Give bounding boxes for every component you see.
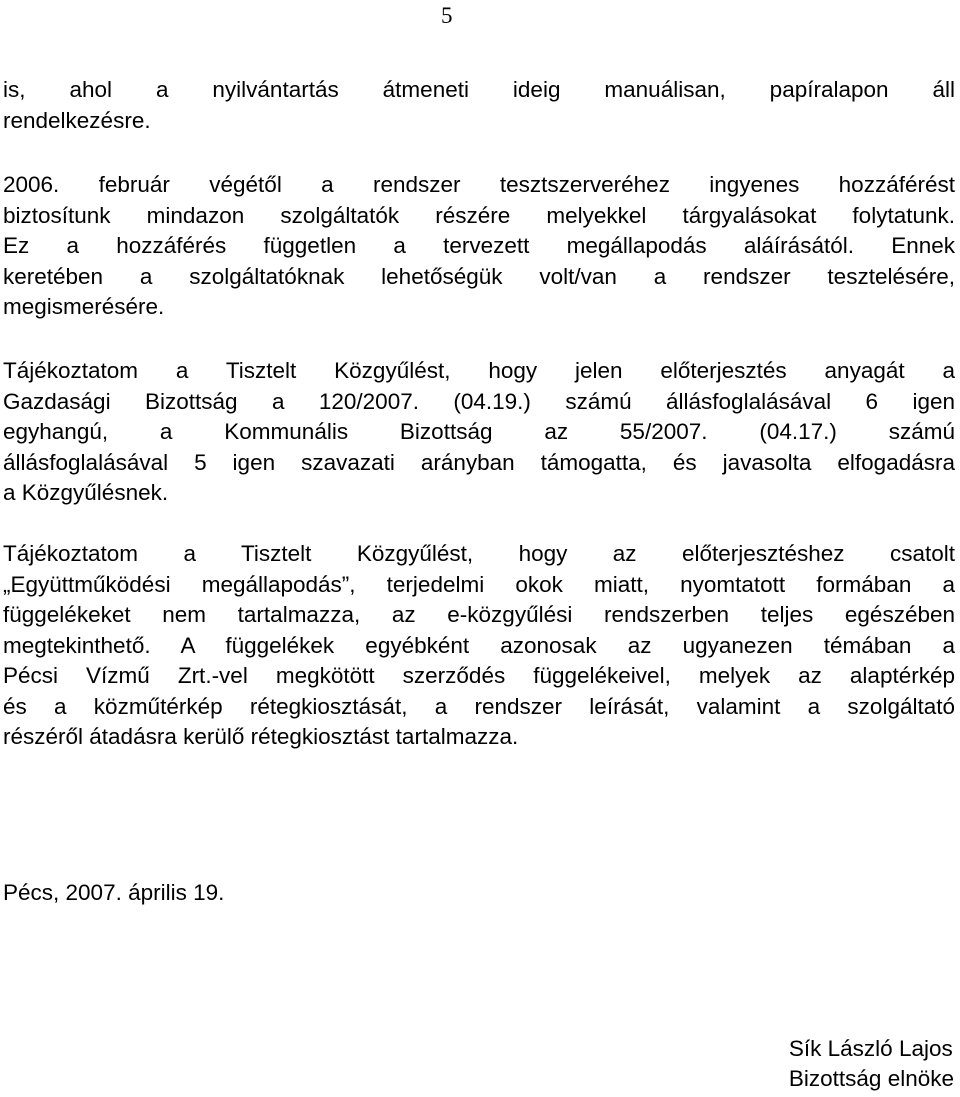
paragraph-line: megismerésére. <box>3 294 165 319</box>
page-number: 5 <box>441 3 453 28</box>
paragraph-line: Tájékoztatom a Tisztelt Közgyűlést, hogy az előterjesztéshez csatolt <box>3 541 955 566</box>
paragraph-line: részéről átadásra kerülő rétegkiosztást tartalmazza. <box>3 724 519 749</box>
paragraph-line: Ez a hozzáférés független a tervezett megállapodás aláírásától. Ennek <box>3 233 955 258</box>
place-date: Pécs, 2007. április 19. <box>3 880 225 905</box>
paragraph-line: megtekinthető. A függelékek egyébként azonosak az ugyanezen témában a <box>3 632 955 658</box>
paragraph-line: a Közgyűlésnek. <box>3 480 169 505</box>
paragraph-committee-support <box>3 356 955 509</box>
paragraph-line: állásfoglalásával 5 igen szavazati arányban támogatta, és javasolta elfogadásra <box>3 449 955 475</box>
paragraph-line: 2006. február végétől a rendszer tesztszerveréhez ingyenes hozzáférést <box>3 172 955 197</box>
signature-block <box>789 1034 954 1094</box>
paragraph-line: keretében a szolgáltatóknak lehetőségük volt/van a rendszer tesztelésére, <box>3 263 955 289</box>
paragraph-line: is, ahol a nyilvántartás átmeneti ideig manuálisan, papíralapon áll <box>3 77 955 102</box>
paragraph-line: és a közműtérkép rétegkiosztását, a rendszer leírását, valamint a szolgáltató <box>3 693 955 719</box>
paragraph-line: függelékeket nem tartalmazza, az e-közgyűlési rendszerben teljes egészében <box>3 602 955 627</box>
paragraph-line: biztosítunk mindazon szolgáltatók részére melyekkel tárgyalásokat folytatunk. <box>3 202 955 228</box>
signatory-name: Sík László Lajos <box>788 1036 953 1061</box>
paragraph-line: rendelkezésre. <box>3 107 151 133</box>
signatory-title: Bizottság elnöke <box>788 1066 954 1091</box>
paragraph-line: „Együttműködési megállapodás”, terjedelmi okok miatt, nyomtatott formában a <box>3 571 955 597</box>
paragraph-line: Gazdasági Bizottság a 120/2007. (04.19.) számú állásfoglalásával 6 igen <box>3 388 955 414</box>
paragraph-availability <box>3 75 955 136</box>
paragraph-line: Tájékoztatom a Tisztelt Közgyűlést, hogy jelen előterjesztés anyagát a <box>3 358 955 383</box>
paragraph-appendices <box>3 539 955 753</box>
paragraph-test-server-access <box>3 170 955 323</box>
paragraph-line: egyhangú, a Kommunális Bizottság az 55/2007. (04.17.) számú <box>3 419 955 444</box>
paragraph-line: Pécsi Vízmű Zrt.-vel megkötött szerződés függelékeivel, melyek az alaptérkép <box>3 663 955 688</box>
